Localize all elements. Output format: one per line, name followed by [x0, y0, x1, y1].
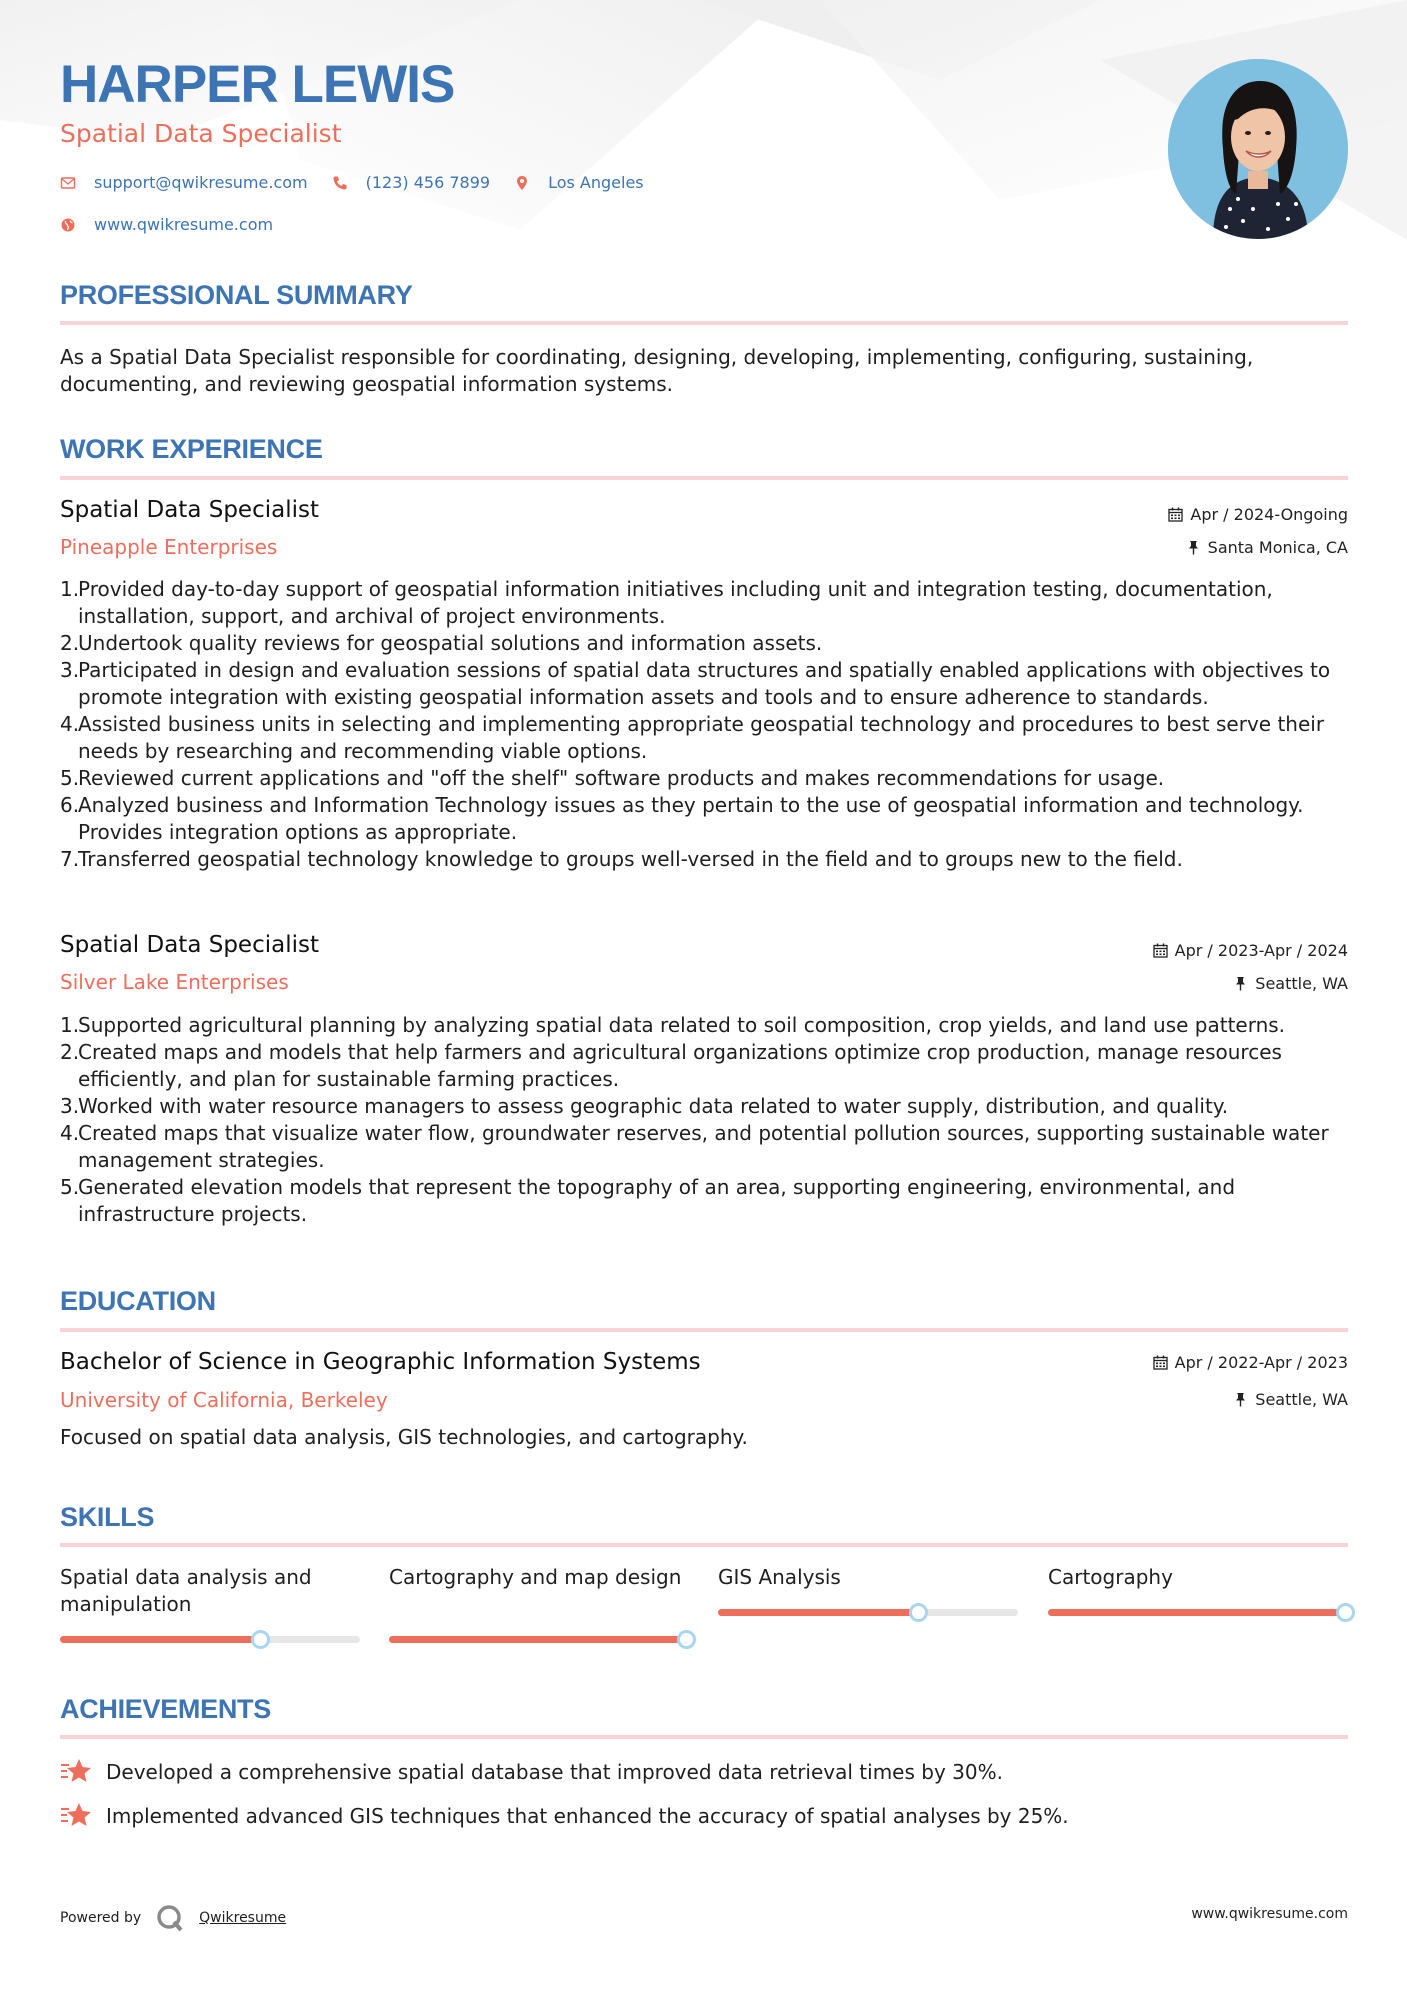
skill-label: Spatial data analysis and manipulation — [60, 1565, 312, 1616]
website-row — [60, 215, 297, 234]
skill-bar — [718, 1609, 1018, 1616]
summary-text: As a Spatial Data Specialist responsible for coordinating, designing, developing, implementing, configuring, sustaining, documenting, and reviewing geospatial information systems. — [60, 345, 1254, 396]
school-name: University of California, Berkeley — [60, 1388, 388, 1412]
brand-link[interactable]: Qwikresume — [199, 1910, 287, 1926]
education-heading: EDUCATION — [60, 1286, 216, 1316]
calendar-icon — [1153, 943, 1168, 958]
list-item: 4. Assisted business units in selecting and implementing appropriate geospatial technology and procedures to best serve their needs by researching and recommending viable options. — [60, 712, 1325, 763]
phone-text[interactable]: (123) 456 7899 — [365, 173, 491, 192]
achievements-heading: ACHIEVEMENTS — [60, 1694, 271, 1724]
job-location — [1186, 538, 1348, 557]
skill-knob — [909, 1603, 928, 1622]
list-item: 7. Transferred geospatial technology knowledge to groups well-versed in the field and to groups new to the field. — [60, 847, 1183, 871]
website-item[interactable] — [60, 215, 273, 234]
globe-icon — [60, 217, 76, 233]
skill-knob — [251, 1630, 270, 1649]
section-divider — [60, 1735, 1348, 1739]
education-dates — [1153, 1353, 1348, 1372]
skill-fill — [718, 1609, 919, 1616]
job-dates-text: Apr / 2024-Ongoing — [1190, 505, 1348, 524]
list-item: 4. Created maps that visualize water flow, groundwater reserves, and potential pollution sources, supporting sustainable water management strategies. — [60, 1121, 1329, 1172]
skill-label: Cartography and map design — [389, 1565, 682, 1589]
job-location — [1233, 974, 1348, 993]
section-divider — [60, 476, 1348, 480]
email-text[interactable]: support@qwikresume.com — [94, 173, 308, 192]
skill-label: Cartography — [1048, 1565, 1173, 1589]
education-location — [1233, 1390, 1348, 1409]
skill-knob — [677, 1630, 696, 1649]
job-title: Spatial Data Specialist — [60, 932, 319, 958]
job-location-text: Seattle, WA — [1255, 974, 1348, 993]
star-award-icon — [60, 1800, 92, 1832]
footer-website[interactable]: www.qwikresume.com — [1191, 1906, 1348, 1922]
skill-item — [60, 1564, 360, 1618]
pushpin-icon — [1186, 540, 1201, 555]
skill-fill — [60, 1636, 261, 1643]
list-item: 6. Analyzed business and Information Technology issues as they pertain to the use of geospatial information and technology. Provides integration options as appropriate. — [60, 793, 1304, 844]
education-location-text: Seattle, WA — [1255, 1390, 1348, 1409]
job-dates — [1168, 505, 1348, 524]
skill-item — [1048, 1564, 1348, 1591]
envelope-icon — [60, 175, 76, 191]
skill-item — [718, 1564, 1018, 1591]
job-bullets — [60, 576, 1352, 873]
degree-title: Bachelor of Science in Geographic Information Systems — [60, 1349, 701, 1375]
pushpin-icon — [1233, 976, 1248, 991]
list-item: 1. Supported agricultural planning by analyzing spatial data related to soil composition, crop yields, and land use patterns. — [60, 1013, 1286, 1037]
education-dates-text: Apr / 2022-Apr / 2023 — [1174, 1353, 1348, 1372]
section-divider — [60, 1328, 1348, 1332]
job-dates-text: Apr / 2023-Apr / 2024 — [1174, 941, 1348, 960]
skill-fill — [389, 1636, 689, 1643]
calendar-icon — [1168, 507, 1183, 522]
footer-powered-by — [60, 1903, 286, 1933]
map-pin-icon — [514, 175, 530, 191]
contact-row — [60, 173, 668, 192]
achievement-item — [60, 1756, 1003, 1788]
education-description: Focused on spatial data analysis, GIS technologies, and cartography. — [60, 1425, 748, 1449]
website-text[interactable]: www.qwikresume.com — [94, 215, 274, 234]
job-location-text: Santa Monica, CA — [1207, 538, 1348, 557]
location-text: Los Angeles — [548, 173, 644, 192]
skills-heading: SKILLS — [60, 1502, 155, 1532]
list-item: 5. Generated elevation models that represent the topography of an area, supporting engineering, environmental, and infrastructure projects. — [60, 1175, 1236, 1226]
skill-bar — [389, 1636, 689, 1643]
phone-item[interactable] — [332, 173, 490, 192]
job-title: Spatial Data Specialist — [60, 497, 319, 523]
skill-bar — [1048, 1609, 1348, 1616]
list-item: 2. Created maps and models that help farmers and agricultural organizations optimize crop production, manage resources efficiently, and plan for sustainable farming practices. — [60, 1040, 1282, 1091]
candidate-name: HARPER LEWIS — [60, 55, 455, 114]
achievement-text: Developed a comprehensive spatial database that improved data retrieval times by 30%. — [106, 1760, 1003, 1784]
summary-heading: PROFESSIONAL SUMMARY — [60, 280, 413, 310]
job-bullets — [60, 1012, 1352, 1228]
list-item: 1. Provided day-to-day support of geospatial information initiatives including unit and integration testing, documentation, installation, support, and archival of project environments. — [60, 577, 1273, 628]
skill-fill — [1048, 1609, 1348, 1616]
list-item: 2. Undertook quality reviews for geospatial solutions and information assets. — [60, 631, 823, 655]
skill-item — [389, 1564, 689, 1591]
powered-by-text: Powered by — [60, 1910, 142, 1926]
calendar-icon — [1153, 1355, 1168, 1370]
candidate-role: Spatial Data Specialist — [60, 119, 342, 148]
job-dates — [1153, 941, 1348, 960]
list-item: 3. Participated in design and evaluation sessions of spatial data structures and spatially enabled applications with objectives to promote integration with existing geospatial information assets and tools and to ensure adherence to standards. — [60, 658, 1331, 709]
phone-icon — [332, 175, 348, 191]
star-award-icon — [60, 1756, 92, 1788]
email-item[interactable] — [60, 173, 308, 192]
skill-bar — [60, 1636, 360, 1643]
qwikresume-logo-icon — [155, 1903, 185, 1933]
section-divider — [60, 1543, 1348, 1547]
location-item — [514, 173, 644, 192]
job-company: Silver Lake Enterprises — [60, 970, 289, 994]
skill-label: GIS Analysis — [718, 1565, 841, 1589]
list-item: 5. Reviewed current applications and "off the shelf" software products and makes recommendations for usage. — [60, 766, 1165, 790]
achievement-item — [60, 1800, 1069, 1832]
avatar — [1168, 59, 1348, 239]
achievement-text: Implemented advanced GIS techniques that enhanced the accuracy of spatial analyses by 25%. — [106, 1804, 1069, 1828]
list-item: 3. Worked with water resource managers to assess geographic data related to water supply, distribution, and quality. — [60, 1094, 1229, 1118]
section-divider — [60, 321, 1348, 325]
skill-knob — [1336, 1603, 1355, 1622]
pushpin-icon — [1233, 1392, 1248, 1407]
job-company: Pineapple Enterprises — [60, 535, 278, 559]
experience-heading: WORK EXPERIENCE — [60, 434, 323, 464]
